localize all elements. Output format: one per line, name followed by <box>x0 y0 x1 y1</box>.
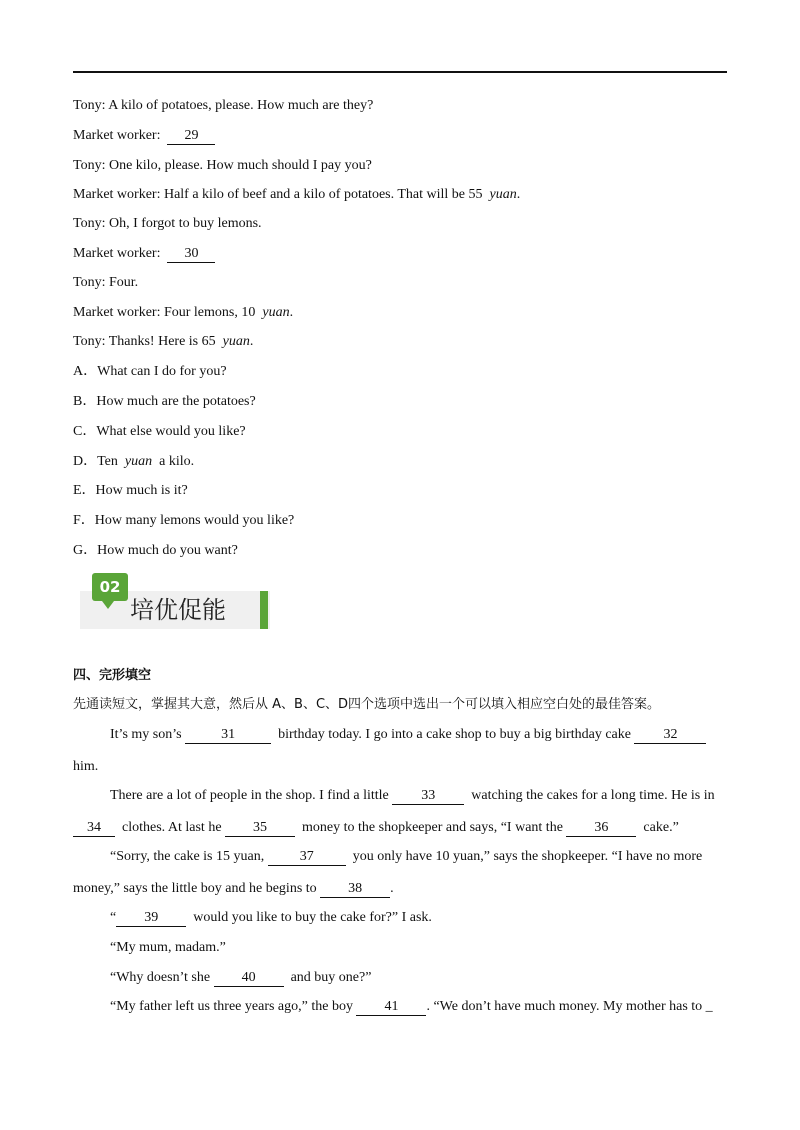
dialogue-line: Market worker: 29 <box>73 127 215 145</box>
dialogue-line: Tony: Thanks! Here is 65 yuan. <box>73 334 254 349</box>
passage-line: “Sorry, the cake is 15 yuan, 37 you only have 10 yuan,” says the shopkeeper. “I have no more <box>110 849 703 864</box>
section-banner <box>80 573 270 629</box>
speech-bubble-tail-icon <box>102 601 114 609</box>
option-c: C．What else would you like? <box>73 424 246 439</box>
option-f: F．How many lemons would you like? <box>73 513 295 528</box>
banner-badge: 02 <box>92 573 128 601</box>
dialogue-line: Tony: One kilo, please. How much should I pay you? <box>73 158 372 173</box>
blank-31[interactable]: 31 <box>185 727 271 744</box>
blank-41[interactable]: 41 <box>356 999 426 1016</box>
section-heading: 四、完形填空 <box>73 668 152 683</box>
dialogue-line: Market worker: Half a kilo of beef and a kilo of potatoes. That will be 55 yuan. <box>73 187 521 202</box>
passage-line: money,” says the little boy and he begins to 38 . <box>73 881 394 896</box>
blank-40[interactable]: 40 <box>214 970 284 987</box>
blank-29[interactable]: 29 <box>167 128 215 145</box>
header-rule <box>73 71 727 73</box>
blank-30[interactable]: 30 <box>167 246 215 263</box>
passage-line: There are a lot of people in the shop. I find a little 33 watching the cakes for a long time. He is in <box>110 788 715 803</box>
section-instruction: 先通读短文，掌握其大意，然后从 A、B、C、D四个选项中选出一个可以填入相应空白处的最佳答案。 <box>73 697 661 712</box>
passage-line: “My father left us three years ago,” the boy 41 . “We don’t have much money. My mother has to _ <box>110 999 713 1014</box>
blank-32[interactable]: 32 <box>634 727 706 744</box>
dialogue-line: Market worker: Four lemons, 10 yuan. <box>73 305 294 320</box>
passage-line: him. <box>73 759 99 774</box>
dialogue-line: Market worker: 30 <box>73 245 215 263</box>
passage-line: 34 clothes. At last he 35 money to the shopkeeper and says, “I want the 36 cake.” <box>73 819 679 837</box>
dialogue-line: Tony: A kilo of potatoes, please. How much are they? <box>73 98 374 113</box>
passage-line: “My mum, madam.” <box>110 940 226 955</box>
dialogue-line: Tony: Four. <box>73 275 139 290</box>
blank-39[interactable]: 39 <box>116 910 186 927</box>
banner-accent-bar <box>260 591 268 629</box>
blank-36[interactable]: 36 <box>566 820 636 837</box>
passage-line: “Why doesn’t she 40 and buy one?” <box>110 970 372 985</box>
passage-line: It’s my son’s 31 birthday today. I go into a cake shop to buy a big birthday cake 32 <box>110 726 706 744</box>
dialogue-line: Tony: Oh, I forgot to buy lemons. <box>73 216 262 231</box>
blank-34[interactable]: 34 <box>73 820 115 837</box>
option-a: A．What can I do for you? <box>73 364 227 379</box>
passage-line: “ 39 would you like to buy the cake for?” I ask. <box>110 910 432 925</box>
blank-33[interactable]: 33 <box>392 788 464 805</box>
blank-38[interactable]: 38 <box>320 881 390 898</box>
option-e: E．How much is it? <box>73 483 188 498</box>
option-g: G．How much do you want? <box>73 543 238 558</box>
option-d: D．Ten yuan a kilo. <box>73 454 195 469</box>
blank-37[interactable]: 37 <box>268 849 346 866</box>
option-b: B．How much are the potatoes? <box>73 394 256 409</box>
banner-title: 培优促能 <box>130 596 226 624</box>
blank-35[interactable]: 35 <box>225 820 295 837</box>
